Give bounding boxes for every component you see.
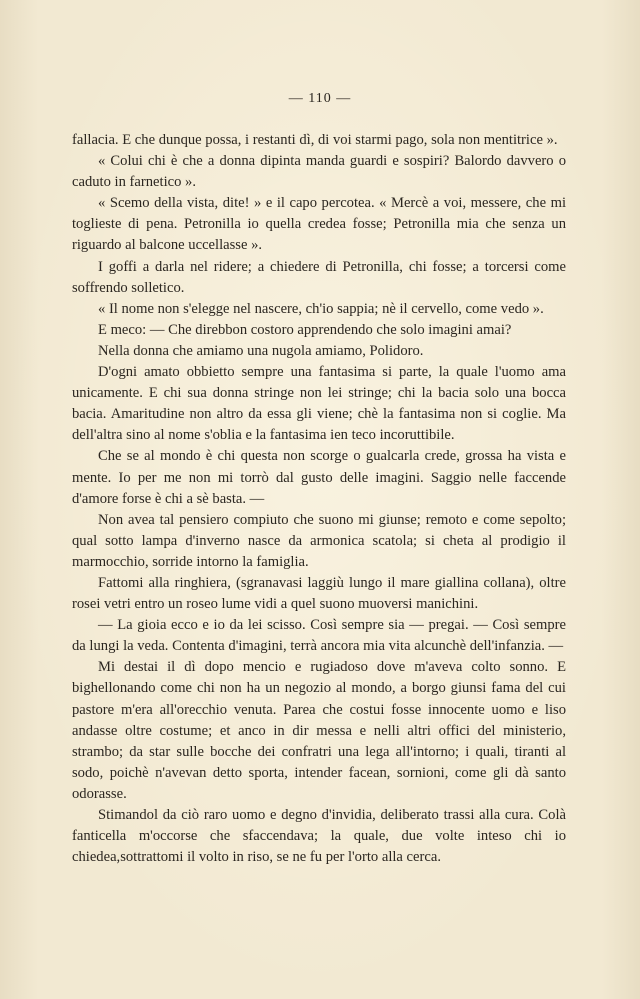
paragraph: — La gioia ecco e io da lei scisso. Così sempre sia — pregai. — Così sempre da lungi la veda. Contenta d'imagini, terrà ancora mia vita alcunchè dell'infanzia. — (72, 617, 566, 655)
paragraph: D'ogni amato obbietto sempre una fantasima si parte, la quale l'uomo ama unicamente. E chi sua donna stringe non lei stringe; chi la bacia solo una bocca bacia. Amaritudine non altro da essa gli viene; chè la fantasima non si coglie. Ma dell'altra sino al nome s'oblia e la fantasima ien teco incoruttibile. (72, 364, 566, 444)
paragraph: « Scemo della vista, dite! » e il capo percotea. « Mercè a voi, messere, che mi toglieste di pena. Petronilla io quella credea fosse; Petronilla mia che senza un riguardo al balcone uccellasse ». (72, 195, 566, 254)
paragraph: I goffi a darla nel ridere; a chiedere di Petronilla, chi fosse; a torcersi come soffrendo solletico. (72, 258, 566, 296)
paragraph: « Il nome non s'elegge nel nascere, ch'io sappia; nè il cervello, come vedo ». (98, 300, 544, 317)
paragraph: « Colui chi è che a donna dipinta manda guardi e sospiri? Balordo davvero o caduto in farnetico ». (72, 153, 566, 191)
paragraph: E meco: — Che direbbon costoro apprendendo che solo imagini amai? (98, 321, 512, 338)
paragraph: Stimandol da ciò raro uomo e degno d'invidia, deliberato trassi alla cura. Colà fanticella m'occorse che sfaccendava; la quale, due volte inteso chi io chiedea,sottrattomi il volto in riso, se ne fu per l'orto alla cerca. (72, 807, 566, 866)
paragraph: Non avea tal pensiero compiuto che suono mi giunse; remoto e come sepolto; qual sotto lampa d'inverno nasce da armonica scatola; si cheta al prodigio il marmocchio, sorride intorno la famiglia. (72, 511, 566, 570)
body-text (72, 130, 566, 868)
paragraph: Nella donna che amiamo una nugola amiamo, Polidoro. (98, 342, 424, 359)
paragraph: Che se al mondo è chi questa non scorge o gualcarla crede, grossa ha vista e mente. Io per me non mi torrò dal gusto delle imagini. Saggio nelle faccende d'amore forse è chi a sè basta. — (72, 448, 566, 507)
paragraph: Fattomi alla ringhiera, (sgranavasi laggiù lungo il mare giallina collana), oltre rosei vetri entro un roseo lume vidi a quel suono muoversi manichini. (72, 574, 566, 613)
page-number: — 110 — (288, 91, 352, 106)
paragraph: fallacia. E che dunque possa, i restanti dì, di voi starmi pago, sola non mentitrice ». (72, 132, 558, 148)
paragraph: Mi destai il dì dopo mencio e rugiadoso dove m'aveva colto sonno. E bighellonando come chi non ha un negozio al mondo, a borgo giunsi fama del cui pastore m'era all'orecchio venuta. Parea che costui fosse innocente uomo e liso andasse oltre costume; et anco in dir messa e nelli altri offici del ministerio, strambo; da star sulle bocche dei confratri una lega all'intorno; i quali, tiranti al sodo, poichè n'avevan detto sporta, intender facean, sornioni, come gli dà santo odorasse. (72, 659, 566, 802)
